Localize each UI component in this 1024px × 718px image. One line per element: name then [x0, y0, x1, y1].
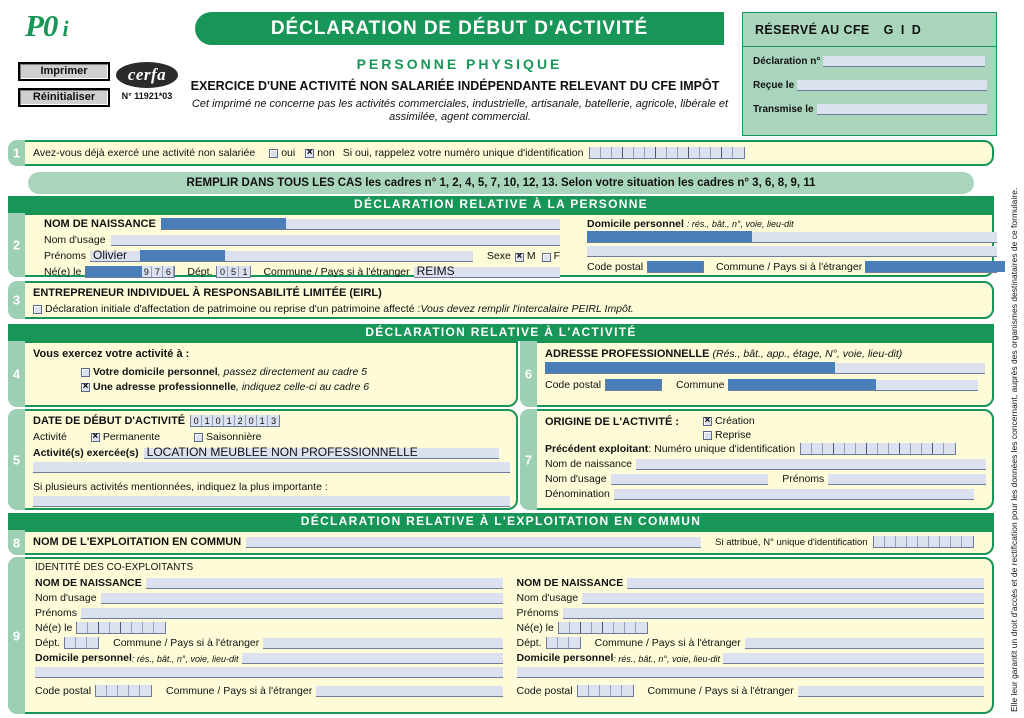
- cadre-9-number: 9: [8, 557, 25, 714]
- cadre-2-body: [27, 215, 992, 278]
- input-date-debut[interactable]: 0 1 0 1 2 0 1 3: [190, 415, 280, 427]
- label-coex1-domicile: Domicile personnel: [35, 652, 132, 664]
- cadre-3: [8, 281, 994, 319]
- label-coex2-ne-le: Né(e) le: [516, 622, 554, 634]
- label-domicile-hint: : rés., bât., n°, voie, lieu-dit: [686, 219, 794, 229]
- cadre-1-number: 1: [8, 140, 25, 166]
- cadre-5: [8, 409, 518, 510]
- cadre-4-number: 4: [8, 341, 25, 407]
- label-domicile-personnel: Domicile personnel: [587, 218, 684, 230]
- input-coex2-cp[interactable]: [577, 685, 634, 697]
- label-oui: oui: [281, 147, 296, 159]
- input-domicile-line1[interactable]: [587, 232, 997, 243]
- cfe-recue-input[interactable]: [797, 80, 987, 91]
- label-prenoms: Prénoms: [44, 250, 87, 262]
- value-prenoms: Olivier: [93, 248, 128, 262]
- input-coex1-cp[interactable]: [95, 685, 152, 697]
- cadre-9: [8, 557, 994, 714]
- input-prec-denomination[interactable]: [614, 489, 974, 500]
- label-si-attribue: Si attribué, N° unique d'identification: [715, 537, 868, 548]
- cadre3-text: Déclaration initiale d'affectation de patrimoine ou reprise d'un patrimoine affecté :: [45, 303, 421, 315]
- label-adresse-pro-option: Une adresse professionnelle: [93, 381, 236, 393]
- checkbox-creation[interactable]: [703, 417, 712, 426]
- label-coex1-prenoms: Prénoms: [35, 607, 78, 619]
- label-coex1-ne-le: Né(e) le: [35, 622, 73, 634]
- input-activites-exercees-2[interactable]: [33, 462, 510, 473]
- cfe-title: [743, 13, 996, 47]
- privacy-note: Elle leur garantit un droit d'accès et de rectification pour les données les concernant, auprès des organismes destinataires de ce formulaire.: [1009, 187, 1019, 712]
- label-reprise: Reprise: [715, 429, 752, 441]
- print-button[interactable]: Imprimer: [18, 62, 110, 81]
- form-code: [25, 8, 68, 44]
- input-nom-usage[interactable]: [111, 235, 560, 246]
- label-precedent-exploitant: Précédent exploitant: [545, 443, 649, 455]
- input-activite-principale[interactable]: [33, 496, 510, 507]
- label-ne-le: Né(e) le: [44, 266, 82, 278]
- reset-button[interactable]: Réinitialiser: [18, 88, 110, 107]
- cadre-6-body: [539, 343, 992, 405]
- section-banner-exploitation: DÉCLARATION RELATIVE À L'EXPLOITATION EN COMMUN: [8, 513, 994, 530]
- input-adresse-pro[interactable]: [545, 363, 985, 374]
- coexploitant-column-1: [35, 577, 503, 697]
- coexploitant-column-2: [517, 577, 985, 697]
- input-prec-prenoms[interactable]: [828, 474, 986, 485]
- label-activites-exercees: Activité(s) exercée(s): [33, 447, 139, 459]
- cadre-7: [520, 409, 994, 510]
- cfe-rows: [743, 47, 996, 115]
- label-prec-prenoms: Prénoms: [782, 473, 825, 485]
- label-coex1-nom-naissance: NOM DE NAISSANCE: [35, 577, 142, 589]
- cadre7-title: ORIGINE DE L'ACTIVITÉ :: [545, 416, 680, 428]
- cadre-7-body: [539, 411, 992, 508]
- checkbox-oui[interactable]: [269, 149, 278, 158]
- cadre-3-body: [27, 283, 992, 317]
- input-coex2-commune[interactable]: [745, 638, 984, 649]
- cfe-declaration-label: Déclaration n°: [753, 56, 821, 67]
- input-prenoms[interactable]: [90, 248, 473, 262]
- cadre1-question: Avez-vous déjà exercé une activité non salariée: [33, 147, 256, 159]
- label-commune-pro: Commune: [676, 379, 725, 391]
- cadre-2: [8, 213, 994, 277]
- cfe-title-label: RÉSERVÉ AU CFE: [755, 23, 870, 37]
- label-nom-usage: Nom d'usage: [44, 234, 106, 246]
- label-sexe: Sexe: [486, 250, 511, 262]
- input-coex1-domicile-1[interactable]: [242, 653, 503, 664]
- subtitle-exercice: EXERCICE D'UNE ACTIVITÉ NON SALARIÉE INDÉPENDANTE RELEVANT DU CFE IMPÔT: [190, 79, 720, 93]
- input-coex1-nom-usage[interactable]: [101, 593, 503, 604]
- label-coex2-nom-naissance: NOM DE NAISSANCE: [516, 577, 624, 589]
- label-coex1-cp: Code postal: [35, 685, 92, 697]
- label-sexe-m: M: [526, 250, 536, 262]
- cfe-declaration-input[interactable]: [823, 56, 985, 67]
- label-nom-naissance: NOM DE NAISSANCE: [44, 218, 156, 230]
- cfe-recue-label: Reçue le: [753, 80, 795, 91]
- input-coex1-domicile-2[interactable]: [35, 667, 503, 678]
- label-commune-naissance: Commune / Pays si à l'étranger: [263, 266, 410, 278]
- checkbox-sexe-f[interactable]: [542, 253, 551, 262]
- label-coex2-nom-usage: Nom d'usage: [516, 592, 579, 604]
- label-coex1-commune2: Commune / Pays si à l'étranger: [166, 685, 313, 697]
- cerfa-block: [112, 62, 182, 101]
- cadre4-title: Vous exercez votre activité à :: [33, 348, 190, 360]
- label-coex2-cp: Code postal: [516, 685, 573, 697]
- cadre9-title: IDENTITÉ DES CO-EXPLOITANTS: [35, 562, 194, 573]
- cfe-gid-label: G I D: [883, 23, 923, 37]
- section-banner-activite: DÉCLARATION RELATIVE À L'ACTIVITÉ: [8, 324, 994, 341]
- label-coex2-prenoms: Prénoms: [516, 607, 559, 619]
- label-prec-nom-usage: Nom d'usage: [545, 473, 607, 485]
- input-cp-pro[interactable]: [605, 379, 662, 391]
- input-coex2-dept[interactable]: [546, 637, 581, 649]
- label-coex2-commune: Commune / Pays si à l'étranger: [594, 637, 741, 649]
- cerfa-number: N° 11921*03: [121, 91, 173, 101]
- cadre-8: [8, 530, 994, 555]
- label-date-debut: DATE DE DÉBUT D'ACTIVITÉ: [33, 415, 186, 427]
- input-coex1-dept[interactable]: [64, 637, 99, 649]
- cadre6-title-hint: (Rés., bât., app., étage, N°, voie, lieu-dit): [712, 348, 903, 360]
- cerfa-logo: cerfa: [116, 62, 178, 88]
- header-note: Cet imprimé ne concerne pas les activités commerciales, industrielle, artisanale, batellerie, agricole, libérale et assimilée, agent commercial.: [191, 98, 729, 123]
- cadre-8-number: 8: [8, 530, 25, 555]
- input-precedent-id[interactable]: [800, 443, 956, 455]
- label-coex2-domicile-hint: : rés., bât., n°, voie, lieu-dit: [613, 654, 721, 664]
- label-coex2-dept: Dépt.: [516, 637, 542, 649]
- label-coex2-domicile: Domicile personnel: [516, 652, 614, 664]
- cadre-5-body: [27, 411, 516, 508]
- input-coex1-commune[interactable]: [263, 638, 502, 649]
- input-coex2-ne-le[interactable]: [558, 622, 648, 634]
- input-activites-exercees[interactable]: [144, 445, 499, 459]
- page-title: DÉCLARATION DE DÉBUT D'ACTIVITÉ: [195, 12, 724, 45]
- label-nom-exploitation: NOM DE L'EXPLOITATION EN COMMUN: [33, 536, 242, 548]
- label-sexe-f: F: [553, 250, 560, 262]
- cfe-transmise-label: Transmise le: [753, 104, 814, 115]
- input-coex2-nom-naissance[interactable]: [627, 578, 984, 589]
- cadre-2-number: 2: [8, 213, 25, 277]
- label-creation: Création: [715, 415, 755, 427]
- label-commune-domicile: Commune / Pays si à l'étranger: [716, 261, 863, 273]
- label-coex2-commune2: Commune / Pays si à l'étranger: [647, 685, 794, 697]
- cadre-3-number: 3: [8, 281, 25, 319]
- subtitle-personne-physique: PERSONNE PHYSIQUE: [356, 56, 563, 72]
- input-nom-exploitation[interactable]: [246, 537, 701, 548]
- cfe-row-declaration: [753, 56, 988, 67]
- input-domicile-line2[interactable]: [587, 246, 997, 257]
- cadre-1: [8, 140, 994, 166]
- label-permanente: Permanente: [102, 431, 161, 443]
- label-cp-pro: Code postal: [545, 379, 602, 391]
- label-domicile-option-hint: , passez directement au cadre 5: [217, 366, 368, 378]
- cadre-7-number: 7: [520, 409, 537, 510]
- label-coex1-domicile-hint: : rés., bât., n°, voie, lieu-dit: [131, 654, 239, 664]
- input-coex1-nom-naissance[interactable]: [146, 578, 503, 589]
- input-coex2-prenoms[interactable]: [563, 608, 984, 619]
- cfe-row-transmise: [753, 104, 988, 115]
- instruction-banner: REMPLIR DANS TOUS LES CAS les cadres n° 1, 2, 4, 5, 7, 10, 12, 13. Selon votre situation les cadres n° 3, 6, 8, 9, 11: [28, 172, 974, 194]
- checkbox-reprise[interactable]: [703, 431, 712, 440]
- cadre-5-number: 5: [8, 409, 25, 510]
- label-coex1-nom-usage: Nom d'usage: [35, 592, 97, 604]
- input-coex2-commune2[interactable]: [798, 686, 984, 697]
- label-adresse-pro-option-hint: , indiquez celle-ci au cadre 6: [235, 381, 370, 393]
- label-precedent-rest: : Numéro unique d'identification: [648, 443, 796, 455]
- input-commune-naissance[interactable]: [414, 264, 560, 278]
- value-commune-naissance: REIMS: [416, 264, 455, 278]
- input-commune-pro[interactable]: [728, 380, 978, 391]
- input-prec-nom-usage[interactable]: [611, 474, 769, 485]
- cadre-6: [520, 341, 994, 407]
- label-coex1-commune: Commune / Pays si à l'étranger: [113, 637, 260, 649]
- value-activites-exercees: LOCATION MEUBLEE NON PROFESSIONNELLE: [146, 445, 418, 459]
- cadre-9-body: [27, 559, 992, 712]
- cadre-4: [8, 341, 518, 407]
- checkbox-adresse-professionnelle[interactable]: [81, 383, 90, 392]
- form-code-suffix: i: [62, 16, 68, 41]
- input-nom-naissance[interactable]: [161, 219, 560, 230]
- cfe-transmise-input[interactable]: [817, 104, 987, 115]
- cadre3-title: ENTREPRENEUR INDIVIDUEL À RESPONSABILITÉ LIMITÉE (EIRL): [33, 287, 382, 299]
- cadre-4-body: [27, 343, 516, 405]
- cadre6-title: ADRESSE PROFESSIONNELLE: [545, 348, 710, 360]
- input-dept[interactable]: 0 5 1: [216, 266, 251, 278]
- label-code-postal: Code postal: [587, 261, 644, 273]
- label-prec-denomination: Dénomination: [545, 488, 610, 500]
- input-ne-le[interactable]: 9 7 6: [85, 266, 175, 278]
- input-commune-domicile[interactable]: [865, 262, 997, 273]
- label-non: non: [317, 147, 335, 159]
- checkbox-eirl[interactable]: [33, 305, 42, 314]
- label-dept: Dépt.: [187, 266, 213, 278]
- label-saisonniere: Saisonnière: [206, 431, 262, 443]
- input-coex1-commune2[interactable]: [316, 686, 502, 697]
- label-plusieurs-activites: Si plusieurs activités mentionnées, indiquez la plus importante :: [33, 481, 328, 493]
- label-prec-nom-naissance: Nom de naissance: [545, 458, 632, 470]
- label-activite: Activité: [33, 431, 67, 443]
- checkbox-sexe-m[interactable]: [515, 253, 524, 262]
- input-code-postal[interactable]: [647, 261, 704, 273]
- form-code-text: P0: [25, 8, 58, 43]
- cadre-6-number: 6: [520, 341, 537, 407]
- checkbox-domicile-personnel[interactable]: [81, 368, 90, 377]
- cfe-row-recue: [753, 80, 988, 91]
- input-exploitation-id[interactable]: [873, 536, 974, 548]
- cadre1-identification-input[interactable]: [589, 147, 745, 159]
- input-coex2-domicile-1[interactable]: [723, 653, 984, 664]
- input-coex1-ne-le[interactable]: [76, 622, 166, 634]
- label-domicile-option: Votre domicile personnel: [93, 366, 218, 378]
- cadre-1-body: [27, 142, 992, 164]
- input-coex2-nom-usage[interactable]: [582, 593, 984, 604]
- label-coex1-dept: Dépt.: [35, 637, 61, 649]
- cadre3-text-italic: Vous devez remplir l'intercalaire PEIRL Impôt.: [420, 303, 634, 315]
- cadre-8-body: [27, 532, 992, 553]
- input-prec-nom-naissance[interactable]: [636, 459, 986, 470]
- cfe-reserved-box: [742, 12, 997, 136]
- checkbox-non[interactable]: [305, 149, 314, 158]
- input-coex1-prenoms[interactable]: [81, 608, 502, 619]
- form-header: [0, 0, 1024, 136]
- input-coex2-domicile-2[interactable]: [517, 667, 985, 678]
- checkbox-permanente[interactable]: [91, 433, 100, 442]
- checkbox-saisonniere[interactable]: [194, 433, 203, 442]
- section-banner-personne: DÉCLARATION RELATIVE À LA PERSONNE: [8, 196, 994, 213]
- cadre1-hint: Si oui, rappelez votre numéro unique d'identification: [342, 147, 584, 159]
